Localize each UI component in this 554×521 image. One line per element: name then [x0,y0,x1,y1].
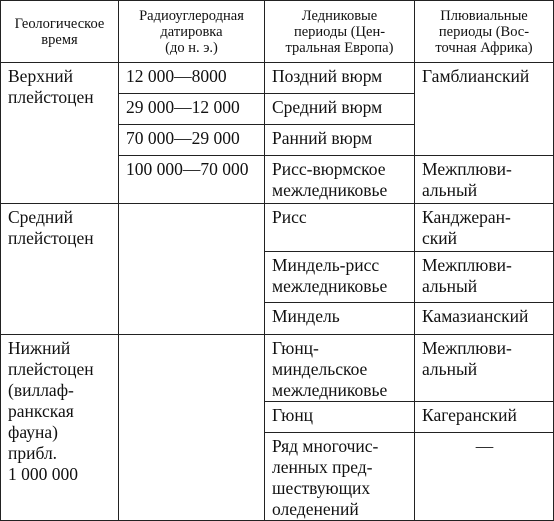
glacial-cell: Гюнц [265,402,415,433]
table-row [1,335,554,402]
header-radiocarbon-dating: Радиоуглеродная датировка (до н. э.) [119,1,265,63]
pluvial-cell-dash: — [415,433,554,521]
pluvial-cell: Канджеран- ский [415,204,554,252]
pluvial-cell: Камазианский [415,303,554,335]
glacial-cell: Рисс [265,204,415,252]
glacial-cell: Ряд многочис- ленных пред- шествующих оледенений [265,433,415,521]
glacial-cell: Миндель-рисс межледниковье [265,252,415,303]
period-lower-pleistocene: Нижний плейстоцен (виллаф- ранкская фауна) прибл. 1 000 000 [1,335,119,521]
date-cell-empty [119,335,265,521]
date-cell: 29 000—12 000 [119,94,265,125]
date-cell: 70 000—29 000 [119,125,265,156]
header-pluvial-periods: Плювиальные периоды (Вос- точная Африка) [415,1,554,63]
date-cell: 100 000—70 000 [119,156,265,204]
table-row [1,204,554,252]
header-glacial-periods: Ледниковые периоды (Цен- тральная Европа) [265,1,415,63]
date-cell: 12 000—8000 [119,63,265,94]
glacial-cell: Гюнц- миндельское межледниковье [265,335,415,402]
pluvial-gamblian: Гамблианский [415,63,554,156]
period-upper-pleistocene: Верхний плейстоцен [1,63,119,204]
table-row [1,63,554,94]
glacial-cell: Миндель [265,303,415,335]
pluvial-cell: Межплюви- альный [415,252,554,303]
pluvial-cell: Межплюви- альный [415,335,554,402]
pluvial-cell: Кагеранский [415,402,554,433]
header-row [1,1,554,63]
period-middle-pleistocene: Средний плейстоцен [1,204,119,335]
glacial-cell: Рисс-вюрмское межледниковье [265,156,415,204]
header-geologic-time: Геологическое время [1,1,119,63]
pluvial-cell: Межплюви- альный [415,156,554,204]
glacial-cell: Средний вюрм [265,94,415,125]
glacial-cell: Ранний вюрм [265,125,415,156]
date-cell-empty [119,204,265,335]
glacial-cell: Поздний вюрм [265,63,415,94]
